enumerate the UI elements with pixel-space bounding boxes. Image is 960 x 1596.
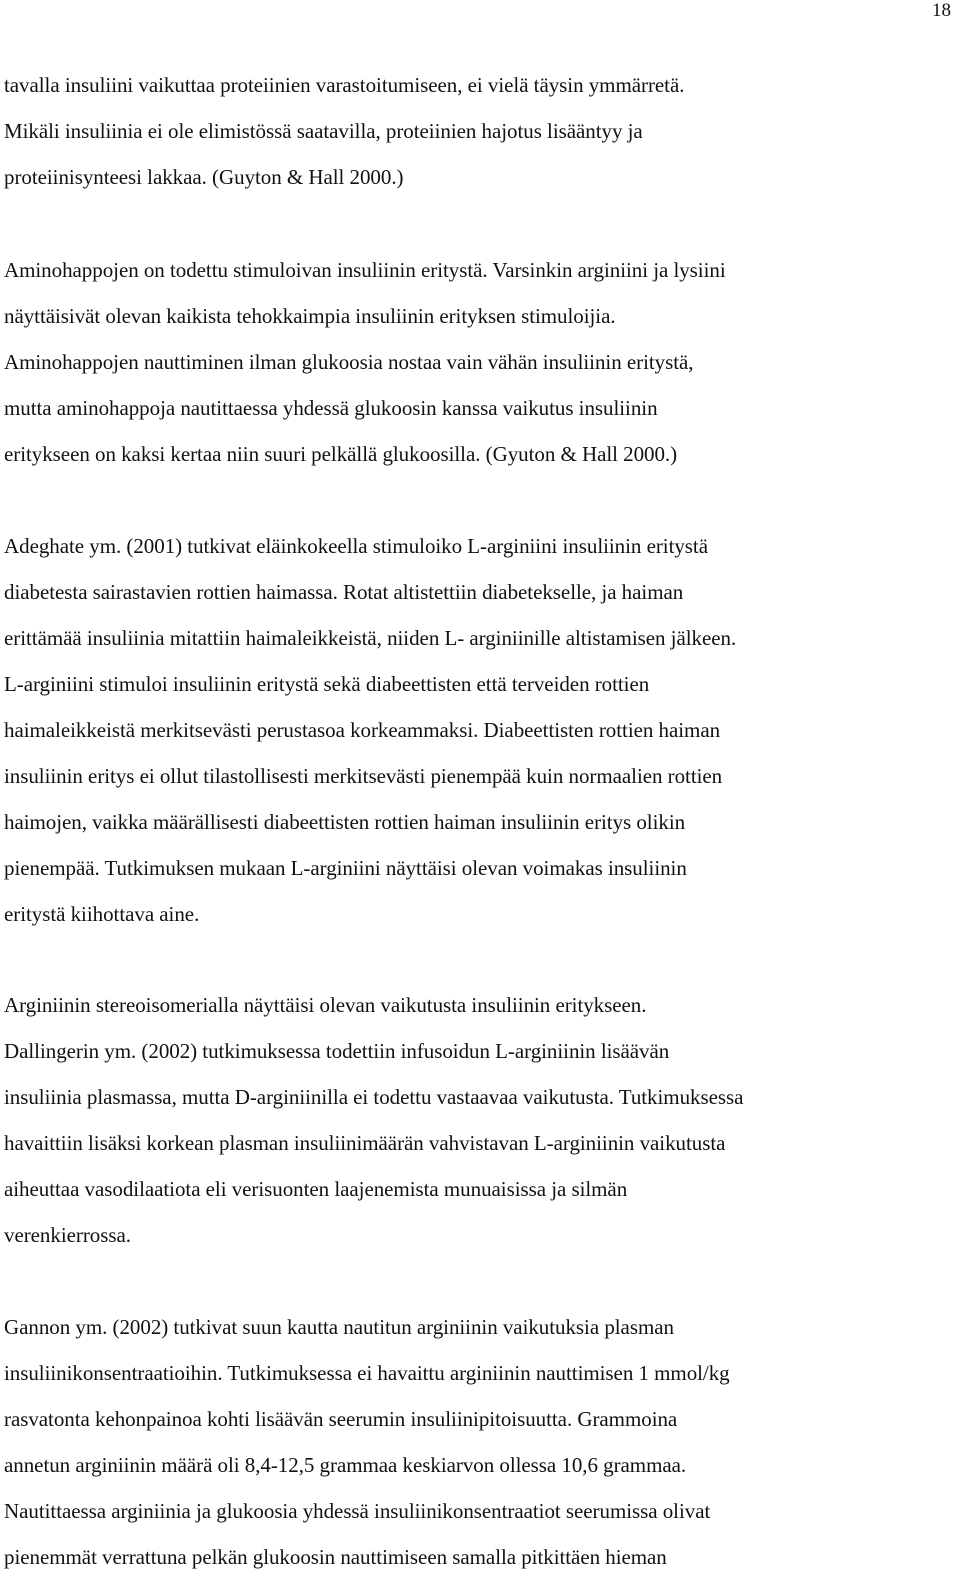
text-line: verenkierrossa.	[4, 1223, 131, 1247]
text-line: erittämää insuliinia mitattiin haimaleikkeistä, niiden L- arginiinille altistamisen jälkeen.	[4, 626, 737, 650]
text-line: haimojen, vaikka määrällisesti diabeettisten rottien haiman insuliinin eritys olikin	[4, 810, 686, 834]
text-line: diabetesta sairastavien rottien haimassa. Rotat altistettiin diabetekselle, ja haiman	[4, 580, 684, 604]
text-line: tavalla insuliini vaikuttaa proteiinien varastoitumiseen, ei vielä täysin ymmärretä.	[4, 73, 685, 97]
text-line: Arginiinin stereoisomerialla näyttäisi olevan vaikutusta insuliinin eritykseen.	[4, 993, 647, 1017]
text-line: proteiinisynteesi lakkaa. (Guyton & Hall 2000.)	[4, 165, 404, 189]
text-line: Aminohappojen nauttiminen ilman glukoosia nostaa vain vähän insuliinin eritystä,	[4, 350, 694, 374]
text-line: Gannon ym. (2002) tutkivat suun kautta nautitun arginiinin vaikutuksia plasman	[4, 1315, 674, 1339]
text-line: havaittiin lisäksi korkean plasman insuliinimäärän vahvistavan L-arginiinin vaikutusta	[4, 1131, 726, 1155]
text-line: rasvatonta kehonpainoa kohti lisäävän seerumin insuliinipitoisuutta. Grammoina	[4, 1407, 678, 1431]
text-line: haimaleikkeistä merkitsevästi perustasoa korkeammaksi. Diabeettisten rottien haiman	[4, 718, 721, 742]
paragraph-4	[4, 982, 958, 1258]
text-line: Adeghate ym. (2001) tutkivat eläinkokeella stimuloiko L-arginiini insuliinin eritystä	[4, 534, 708, 558]
paragraph-5	[4, 1304, 958, 1580]
text-line: mutta aminohappoja nautittaessa yhdessä glukoosin kanssa vaikutus insuliinin	[4, 396, 658, 420]
text-line: pienempää. Tutkimuksen mukaan L-arginiini näyttäisi olevan voimakas insuliinin	[4, 856, 687, 880]
text-line: Mikäli insuliinia ei ole elimistössä saatavilla, proteiinien hajotus lisääntyy ja	[4, 119, 643, 143]
text-line: insuliinia plasmassa, mutta D-arginiinilla ei todettu vastaavaa vaikutusta. Tutkimuksessa	[4, 1085, 744, 1109]
text-line: pienemmät verrattuna pelkän glukoosin nauttimiseen samalla pitkittäen hieman	[4, 1545, 667, 1569]
page-number: 18	[932, 0, 951, 21]
text-line: Nautittaessa arginiinia ja glukoosia yhdessä insuliinikonsentraatiot seerumissa olivat	[4, 1499, 711, 1523]
text-line: näyttäisivät olevan kaikista tehokkaimpia insuliinin erityksen stimuloijia.	[4, 304, 616, 328]
text-line: Aminohappojen on todettu stimuloivan insuliinin eritystä. Varsinkin arginiini ja lysiini	[4, 258, 726, 282]
text-line: L-arginiini stimuloi insuliinin eritystä sekä diabeettisten että terveiden rottien	[4, 672, 650, 696]
text-line: annetun arginiinin määrä oli 8,4-12,5 grammaa keskiarvon ollessa 10,6 grammaa.	[4, 1453, 687, 1477]
text-line: Dallingerin ym. (2002) tutkimuksessa todettiin infusoidun L-arginiinin lisäävän	[4, 1039, 670, 1063]
text-line: aiheuttaa vasodilaatiota eli verisuonten laajenemista munuaisissa ja silmän	[4, 1177, 628, 1201]
text-line: eritystä kiihottava aine.	[4, 902, 200, 926]
text-line: insuliinikonsentraatioihin. Tutkimuksessa ei havaittu arginiinin nauttimisen 1 mmol/kg	[4, 1361, 730, 1385]
paragraph-1	[4, 62, 958, 200]
text-line: eritykseen on kaksi kertaa niin suuri pelkällä glukoosilla. (Gyuton & Hall 2000.)	[4, 442, 678, 466]
paragraph-3	[4, 523, 958, 937]
text-line: insuliinin eritys ei ollut tilastollisesti merkitsevästi pienempää kuin normaalien rottien	[4, 764, 723, 788]
paragraph-2	[4, 247, 958, 477]
